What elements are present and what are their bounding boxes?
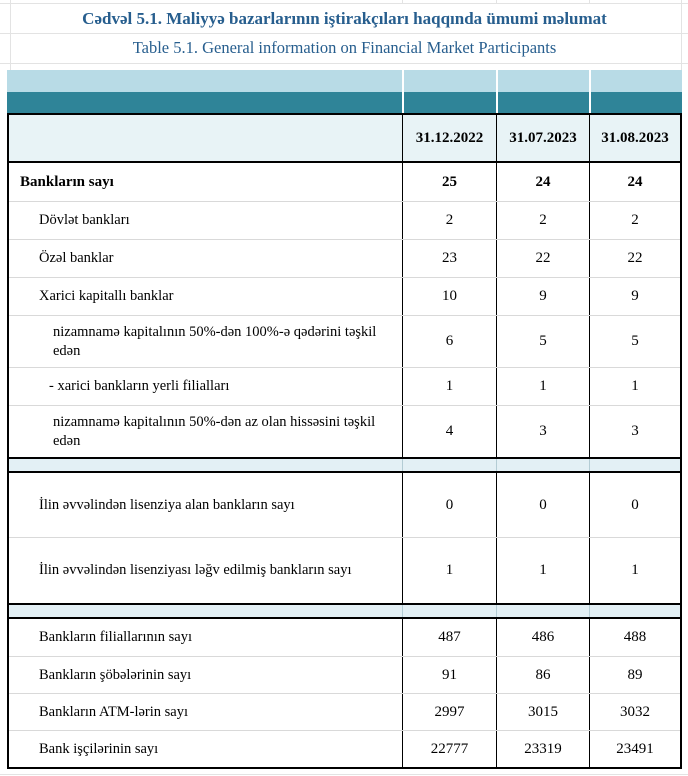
sheet-gridline (402, 0, 403, 4)
row-value: 22777 (402, 731, 496, 767)
row-label: Bank işçilərinin sayı (39, 740, 159, 757)
band-separator (402, 92, 404, 113)
sheet-gridline (496, 0, 497, 4)
row-value: 1 (589, 538, 680, 603)
row-value: 0 (589, 473, 680, 537)
table-row (9, 473, 680, 537)
table-row (9, 315, 680, 367)
row-value: 5 (496, 316, 589, 367)
table-row (9, 537, 680, 603)
row-value: 6 (402, 316, 496, 367)
row-label: Bankların ATM-lərin sayı (39, 703, 189, 720)
row-value: 487 (402, 619, 496, 656)
row-value: 3015 (496, 694, 589, 730)
row-value: 25 (402, 163, 496, 201)
table-row (9, 277, 680, 315)
table-row (9, 730, 680, 767)
table-row (9, 619, 680, 656)
row-value: 22 (496, 240, 589, 277)
row-value: 2997 (402, 694, 496, 730)
table-row (9, 163, 680, 201)
row-value: 3032 (589, 694, 680, 730)
row-value: 23491 (589, 731, 680, 767)
column-header-date-3: 31.08.2023 (589, 115, 680, 161)
sheet-gridline (0, 63, 688, 64)
row-value: 486 (496, 619, 589, 656)
section-licenses (9, 473, 680, 603)
section-separator (9, 603, 680, 619)
table-header-row (9, 115, 680, 163)
row-label: İlin əvvəlindən lisenziya alan bankların sayı (39, 496, 295, 513)
sheet-gridline (0, 774, 688, 775)
row-value: 1 (402, 538, 496, 603)
header-empty-cell (9, 115, 402, 161)
row-value: 89 (589, 657, 680, 693)
banner-band-light (7, 70, 682, 92)
row-label: nizamnamə kapitalının 50%-dən az olan hissəsini təşkil edən (53, 414, 376, 449)
page-title-en: Table 5.1. General information on Financial Market Participants (132, 38, 557, 57)
row-label: Özəl banklar (39, 250, 114, 267)
section-separator (9, 457, 680, 473)
section-network (9, 619, 680, 767)
row-value: 0 (402, 473, 496, 537)
column-header-date-2: 31.07.2023 (496, 115, 589, 161)
section-banks (9, 163, 680, 457)
row-value: 5 (589, 316, 680, 367)
table-row (9, 405, 680, 457)
row-value: 488 (589, 619, 680, 656)
row-label: Bankların sayı (20, 173, 114, 190)
row-value: 23 (402, 240, 496, 277)
sheet-gridline (589, 0, 590, 4)
row-value: 86 (496, 657, 589, 693)
row-value: 91 (402, 657, 496, 693)
row-value: 3 (589, 406, 680, 457)
band-separator (402, 70, 404, 92)
row-label: İlin əvvəlindən lisenziyası ləğv edilmiş bankların sayı (39, 562, 352, 579)
row-value: 2 (402, 202, 496, 239)
table-row (9, 367, 680, 405)
table-row (9, 693, 680, 730)
page-title-az: Cədvəl 5.1. Maliyyə bazarlarının iştirakçıları haqqında ümumi məlumat (82, 9, 607, 28)
banner-band-teal (7, 92, 682, 113)
row-value: 4 (402, 406, 496, 457)
row-value: 10 (402, 278, 496, 315)
row-value: 23319 (496, 731, 589, 767)
row-value: 24 (589, 163, 680, 201)
row-value: 2 (589, 202, 680, 239)
table-row (9, 239, 680, 277)
row-value: 0 (496, 473, 589, 537)
row-value: 1 (402, 368, 496, 405)
band-separator (496, 70, 498, 92)
data-table (7, 113, 682, 769)
table-row (9, 656, 680, 693)
row-value: 1 (496, 368, 589, 405)
row-value: 1 (496, 538, 589, 603)
row-value: 1 (589, 368, 680, 405)
row-label: Bankların şöbələrinin sayı (39, 666, 192, 683)
row-value: 24 (496, 163, 589, 201)
row-value: 3 (496, 406, 589, 457)
row-value: 9 (496, 278, 589, 315)
row-label: Bankların filiallarının sayı (39, 629, 193, 646)
row-value: 9 (589, 278, 680, 315)
table-row (9, 201, 680, 239)
sheet-gridline (0, 3, 688, 4)
band-separator (496, 92, 498, 113)
row-label: - xarici bankların yerli filialları (49, 378, 230, 395)
column-header-date-1: 31.12.2022 (402, 115, 496, 161)
row-label: Xarici kapitallı banklar (39, 288, 174, 305)
band-separator (589, 70, 591, 92)
band-separator (589, 92, 591, 113)
row-value: 22 (589, 240, 680, 277)
row-label: nizamnamə kapitalının 50%-dən 100%-ə qədərini təşkil edən (53, 324, 377, 359)
row-value: 2 (496, 202, 589, 239)
row-label: Dövlət bankları (39, 212, 130, 229)
